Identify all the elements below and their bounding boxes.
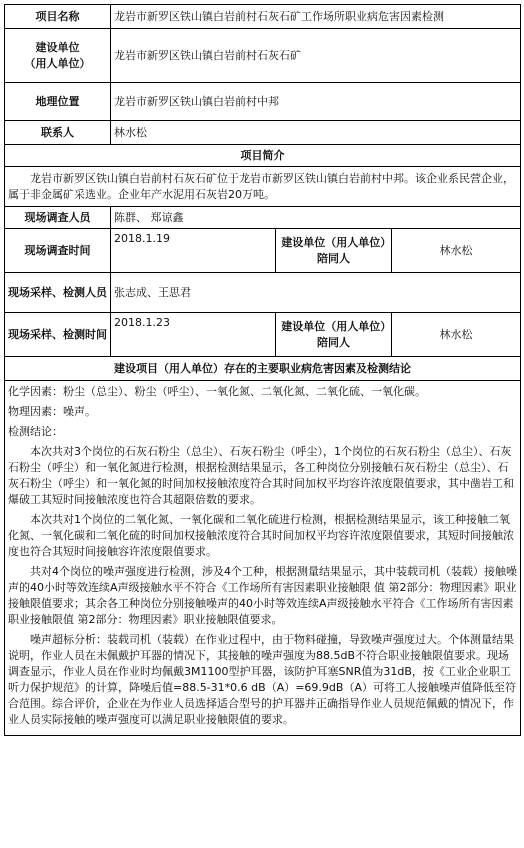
escort-label: 建设单位（用人单位）陪同人 [276, 229, 392, 273]
unit-value: 龙岩市新罗区铁山镇白岩前村石灰石矿 [111, 29, 521, 83]
sampling-time-value: 2018.1.23 [111, 313, 276, 357]
conclusion-para-1: 本次共对3个岗位的石灰石粉尘（总尘）、石灰石粉尘（呼尘），1个岗位的石灰石粉尘（总尘）、石灰石粉尘（呼尘）和一氧化氮进行检测，根据检测结果显示，各工种岗位分别接触石灰石粉尘（总尘）、石灰石粉尘（呼尘）和一氧化氮的时间加权接触浓度符合其时间加权平均容许浓度限值要求，其中凿岩工和爆破工其短时间接触浓度也符合其超限倍数的要求。 [8, 445, 514, 506]
row-unit [5, 29, 521, 83]
survey-time-value: 2018.1.19 [111, 229, 276, 273]
conclusion-label: 检测结论： [8, 425, 63, 438]
sampling-staff-label: 现场采样、检测人员 [5, 273, 111, 313]
survey-time-label: 现场调查时间 [5, 229, 111, 273]
report-document [4, 4, 520, 736]
row-location [5, 83, 521, 121]
unit-label: 建设单位 （用人单位） [5, 29, 111, 83]
survey-staff-label: 现场调查人员 [5, 207, 111, 229]
sampling-staff-value: 张志成、王思君 [111, 273, 521, 313]
escort-value: 林水松 [392, 229, 521, 273]
conclusion-para-4: 噪声超标分析：装载司机（装载）在作业过程中，由于物料碰撞，导致噪声强度过大。个体测量结果说明，作业人员在未佩戴护耳器的情况下，其接触的噪声强度为88.5dB不符合职业接触限值要求。现场调查显示，作业人员在作业时均佩戴3M1100型护耳器，该防护耳塞SNR值为31dB，按《工业企业职工听力保护规范》的计算，降噪后值=88.5-31*0.6 dB（A）=69.9dB（A）可将工人接触噪声值降低至符合范围。综合评价，企业在为作业人员选择适合型号的护耳器并正确指导作业人员规范佩戴的情况下，作业人员实际接触的噪声强度可以满足职业接触限值的要求。 [8, 633, 516, 726]
phys-factors: 物理因素：噪声。 [8, 405, 96, 418]
contact-label: 联系人 [5, 121, 111, 145]
project-name-label: 项目名称 [5, 5, 111, 29]
row-sampling-staff [5, 273, 521, 313]
row-conclusion-title [5, 357, 521, 381]
row-project-name [5, 5, 521, 29]
sampling-time-label: 现场采样、检测时间 [5, 313, 111, 357]
conclusion-title: 建设项目（用人单位）存在的主要职业病危害因素及检测结论 [5, 357, 521, 381]
project-name-value: 龙岩市新罗区铁山镇白岩前村石灰石矿工作场所职业病危害因素检测 [111, 5, 521, 29]
row-contact [5, 121, 521, 145]
chem-factors: 化学因素：粉尘（总尘）、粉尘（呼尘）、一氧化氮、二氧化氮、二氧化硫、一氧化碳。 [8, 385, 426, 398]
row-sampling-time [5, 313, 521, 357]
row-survey-staff [5, 207, 521, 229]
contact-value: 林水松 [111, 121, 521, 145]
report-table [4, 4, 521, 736]
conclusion-body [5, 381, 521, 736]
location-value: 龙岩市新罗区铁山镇白岩前村中邦 [111, 83, 521, 121]
conclusion-para-2: 本次共对1个岗位的二氧化氮、一氧化碳和二氧化硫进行检测，根据检测结果显示，该工种接触二氧化氮、一氧化碳和二氧化硫的时间加权接触浓度符合其时间加权平均容许浓度限值要求，其短时间接触浓度也符合其短时间接触容许浓度限值要求。 [8, 513, 514, 558]
row-conclusion-body [5, 381, 521, 736]
row-intro-text [5, 167, 521, 207]
escort2-value: 林水松 [392, 313, 521, 357]
survey-staff-value: 陈群、 郑谅鑫 [111, 207, 521, 229]
row-survey-time [5, 229, 521, 273]
intro-text: 龙岩市新罗区铁山镇白岩前村石灰石矿位于龙岩市新罗区铁山镇白岩前村中邦。该企业系民营企业，属于非金属矿采选业。企业年产水泥用石灰岩20万吨。 [5, 167, 521, 207]
conclusion-para-3: 共对4个岗位的噪声强度进行检测，涉及4个工种，根据测量结果显示，其中装载司机（装载）接触噪声的40小时等效连续A声级接触水平不符合《工作场所有害因素职业接触限 值 第2部分：物理因素》职业接触限值要求；其余各工种岗位分别接触噪声的40小时等效连续A声级接触水平符合《工作场所有害因素职业接触限值 第2部分：物理因素》职业接触限值要求。 [8, 565, 517, 626]
location-label: 地理位置 [5, 83, 111, 121]
intro-title: 项目简介 [5, 145, 521, 167]
row-intro-title [5, 145, 521, 167]
escort2-label: 建设单位（用人单位）陪同人 [276, 313, 392, 357]
